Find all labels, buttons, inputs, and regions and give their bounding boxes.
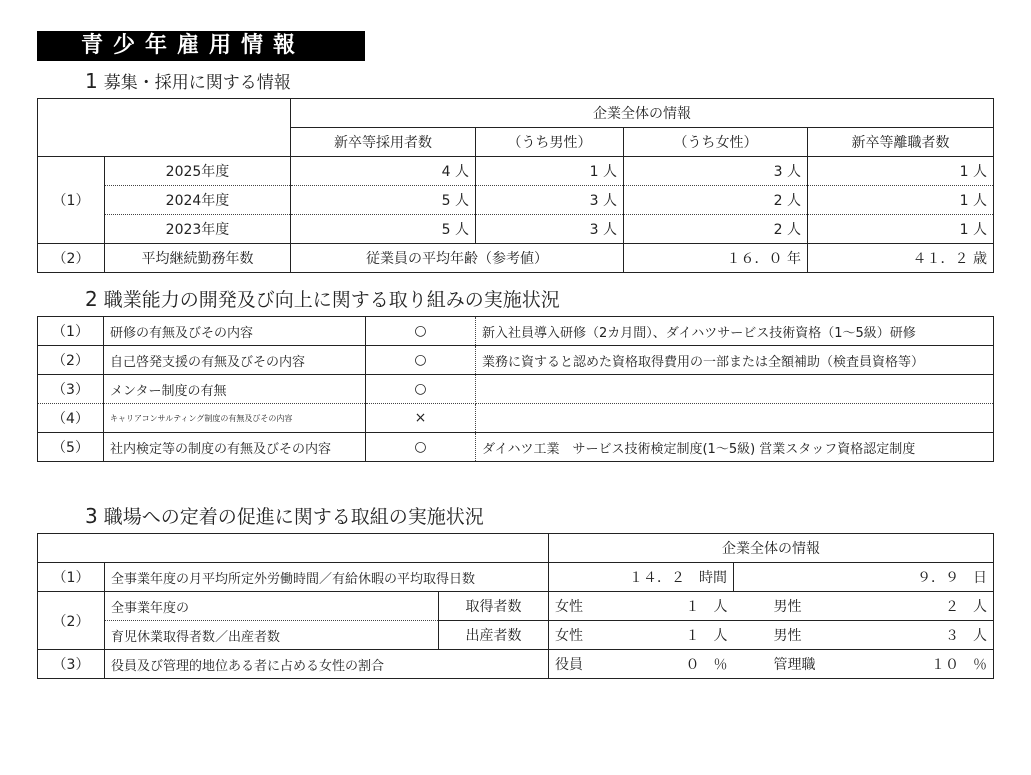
year-label: 2023年度 (105, 215, 291, 244)
hires-value: 5 人 (291, 186, 476, 215)
childcare-item-line1: 全事業年度の (105, 592, 439, 621)
training-detail: 新入社員導入研修（2カ月間）、ダイハツサービス技術資格（1～5級）研修 (476, 317, 994, 346)
female-label: 女性 (549, 621, 609, 650)
taken-female-value: １ 人 (609, 592, 734, 621)
blank-corner (38, 99, 291, 157)
row-number: （2） (38, 346, 104, 375)
hires-value: 4 人 (291, 157, 476, 186)
female-value: 2 人 (624, 186, 808, 215)
birth-male-value: ３ 人 (849, 621, 994, 650)
manager-label: 管理職 (734, 650, 849, 679)
row-number: （1） (38, 563, 105, 592)
female-value: 3 人 (624, 157, 808, 186)
status-mark: ○ (366, 346, 476, 375)
section3-heading (85, 502, 484, 529)
section2-number: 2 (85, 287, 98, 311)
section1-title: 募集・採用に関する情報 (103, 73, 291, 93)
page-title: 青少年雇用情報 (37, 31, 365, 61)
male-value: 3 人 (476, 186, 624, 215)
section2-title: 職業能力の開発及び向上に関する取り組みの実施状況 (103, 289, 560, 311)
training-item: 社内検定等の制度の有無及びその内容 (104, 433, 366, 462)
row-number: （2） (38, 592, 105, 650)
section1-heading (85, 68, 291, 93)
female-label: 女性 (549, 592, 609, 621)
year-label: 2025年度 (105, 157, 291, 186)
col-header-female: （うち女性） (624, 128, 808, 157)
male-value: 3 人 (476, 215, 624, 244)
overtime-hours: １４．２ 時間 (549, 563, 734, 592)
status-mark: ○ (366, 433, 476, 462)
training-item: キャリアコンサルティング制度の有無及びその内容 (104, 404, 366, 433)
row-number: （1） (38, 317, 104, 346)
training-detail (476, 404, 994, 433)
avg-age-value: ４１．２ 歳 (808, 244, 994, 273)
training-detail (476, 375, 994, 404)
training-item: 研修の有無及びその内容 (104, 317, 366, 346)
status-mark: ○ (366, 317, 476, 346)
officer-label: 役員 (549, 650, 609, 679)
childcare-item-line2: 育児休業取得者数／出産者数 (105, 621, 439, 650)
officer-value: ０ ％ (609, 650, 734, 679)
blank-corner (38, 534, 549, 563)
birth-female-value: １ 人 (609, 621, 734, 650)
section1-number: 1 (85, 69, 98, 93)
col-header-leavers: 新卒等離職者数 (808, 128, 994, 157)
male-label: 男性 (734, 621, 849, 650)
year-label: 2024年度 (105, 186, 291, 215)
row-number: （4） (38, 404, 104, 433)
row-number: （1） (38, 157, 105, 244)
status-mark: ○ (366, 375, 476, 404)
tenure-label: 平均継続勤務年数 (105, 244, 291, 273)
hires-value: 5 人 (291, 215, 476, 244)
training-detail: ダイハツ工業 サービス技術検定制度(1～5級) 営業スタッフ資格認定制度 (476, 433, 994, 462)
taken-male-value: ２ 人 (849, 592, 994, 621)
row-number: （2） (38, 244, 105, 273)
recruitment-table (37, 98, 994, 273)
row-number: （3） (38, 375, 104, 404)
birth-sublabel: 出産者数 (439, 621, 549, 650)
retention-table (37, 533, 994, 679)
col-header-male: （うち男性） (476, 128, 624, 157)
row-number: （5） (38, 433, 104, 462)
leavers-value: 1 人 (808, 157, 994, 186)
overtime-item: 全事業年度の月平均所定外労働時間／有給休暇の平均取得日数 (105, 563, 549, 592)
training-item: 自己啓発支援の有無及びその内容 (104, 346, 366, 375)
training-table (37, 316, 994, 462)
section2-heading (85, 285, 560, 312)
female-value: 2 人 (624, 215, 808, 244)
women-ratio-item: 役員及び管理的地位ある者に占める女性の割合 (105, 650, 549, 679)
tenure-value: １６．０ 年 (624, 244, 808, 273)
section3-number: 3 (85, 504, 98, 528)
row-number: （3） (38, 650, 105, 679)
status-mark: × (366, 404, 476, 433)
section3-title: 職場への定着の促進に関する取組の実施状況 (103, 506, 484, 528)
leavers-value: 1 人 (808, 186, 994, 215)
group-header: 企業全体の情報 (549, 534, 994, 563)
leavers-value: 1 人 (808, 215, 994, 244)
col-header-hires: 新卒等採用者数 (291, 128, 476, 157)
leave-days: ９．９ 日 (734, 563, 994, 592)
male-label: 男性 (734, 592, 849, 621)
avg-age-label: 従業員の平均年齢（参考値） (291, 244, 624, 273)
male-value: 1 人 (476, 157, 624, 186)
training-detail: 業務に資すると認めた資格取得費用の一部または全額補助（検査員資格等） (476, 346, 994, 375)
manager-value: １０ ％ (849, 650, 994, 679)
training-item: メンター制度の有無 (104, 375, 366, 404)
group-header: 企業全体の情報 (291, 99, 994, 128)
taken-sublabel: 取得者数 (439, 592, 549, 621)
